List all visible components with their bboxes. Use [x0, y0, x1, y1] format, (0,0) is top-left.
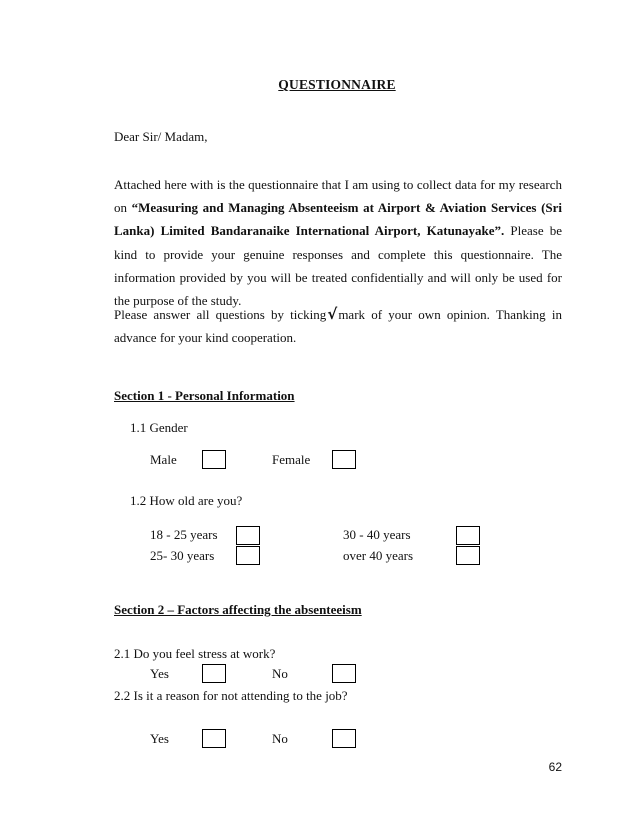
section2-title: Section 2 – Factors affecting the absenteeism [114, 602, 362, 617]
page-number: 62 [548, 760, 562, 774]
checkbox-stress-yes[interactable] [202, 664, 226, 683]
question-age: 1.2 How old are you? [130, 493, 243, 508]
question-gender: 1.1 Gender [130, 420, 188, 435]
option-stress-yes-label: Yes [150, 666, 169, 681]
option-reason-no-label: No [272, 731, 288, 746]
instructions-paragraph [114, 303, 562, 349]
intro-paragraph [114, 173, 562, 312]
section1-title: Section 1 - Personal Information [114, 388, 295, 403]
option-female-label: Female [272, 452, 311, 467]
greeting: Dear Sir/ Madam, [114, 129, 208, 144]
intro-rest: Please be kind to provide your genuine responses and complete this questionnaire. The information provided by you will be treated confidentially and will only be used for the purpose of the study. [114, 223, 562, 309]
option-age-18-25-label: 18 - 25 years [150, 527, 218, 542]
option-age-over-40-label: over 40 years [343, 548, 414, 563]
checkbox-stress-no[interactable] [332, 664, 356, 683]
checkbox-age-30-40[interactable] [456, 526, 480, 545]
option-age-25-30-label: 25- 30 years [150, 548, 215, 563]
option-reason-yes-label: Yes [150, 731, 169, 746]
tick-mark-icon: √ [327, 305, 338, 323]
checkbox-age-18-25[interactable] [236, 526, 260, 545]
checkbox-reason-no[interactable] [332, 729, 356, 748]
instructions-before-tick: Please answer all questions by ticking [114, 307, 327, 322]
question-reason: 2.2 Is it a reason for not attending to the job? [114, 688, 348, 703]
checkbox-reason-yes[interactable] [202, 729, 226, 748]
checkbox-female[interactable] [332, 450, 356, 469]
research-title: “Measuring and Managing Absenteeism at Airport & Aviation Services (Sri Lanka) Limited Bandaranaike International Airport, Katunayake”. [114, 200, 563, 239]
intro-lead: Attached here with is the questionnaire that I am using to collect data for my research on [114, 177, 562, 216]
instructions-after-tick: mark of your own opinion. Thanking in advance for your kind cooperation. [114, 307, 562, 346]
checkbox-age-25-30[interactable] [236, 546, 260, 565]
page-title: QUESTIONNAIRE [278, 77, 396, 92]
option-stress-no-label: No [272, 666, 288, 681]
checkbox-age-over-40[interactable] [456, 546, 480, 565]
option-male-label: Male [150, 452, 177, 467]
checkbox-male[interactable] [202, 450, 226, 469]
question-stress: 2.1 Do you feel stress at work? [114, 646, 276, 661]
option-age-30-40-label: 30 - 40 years [343, 527, 411, 542]
